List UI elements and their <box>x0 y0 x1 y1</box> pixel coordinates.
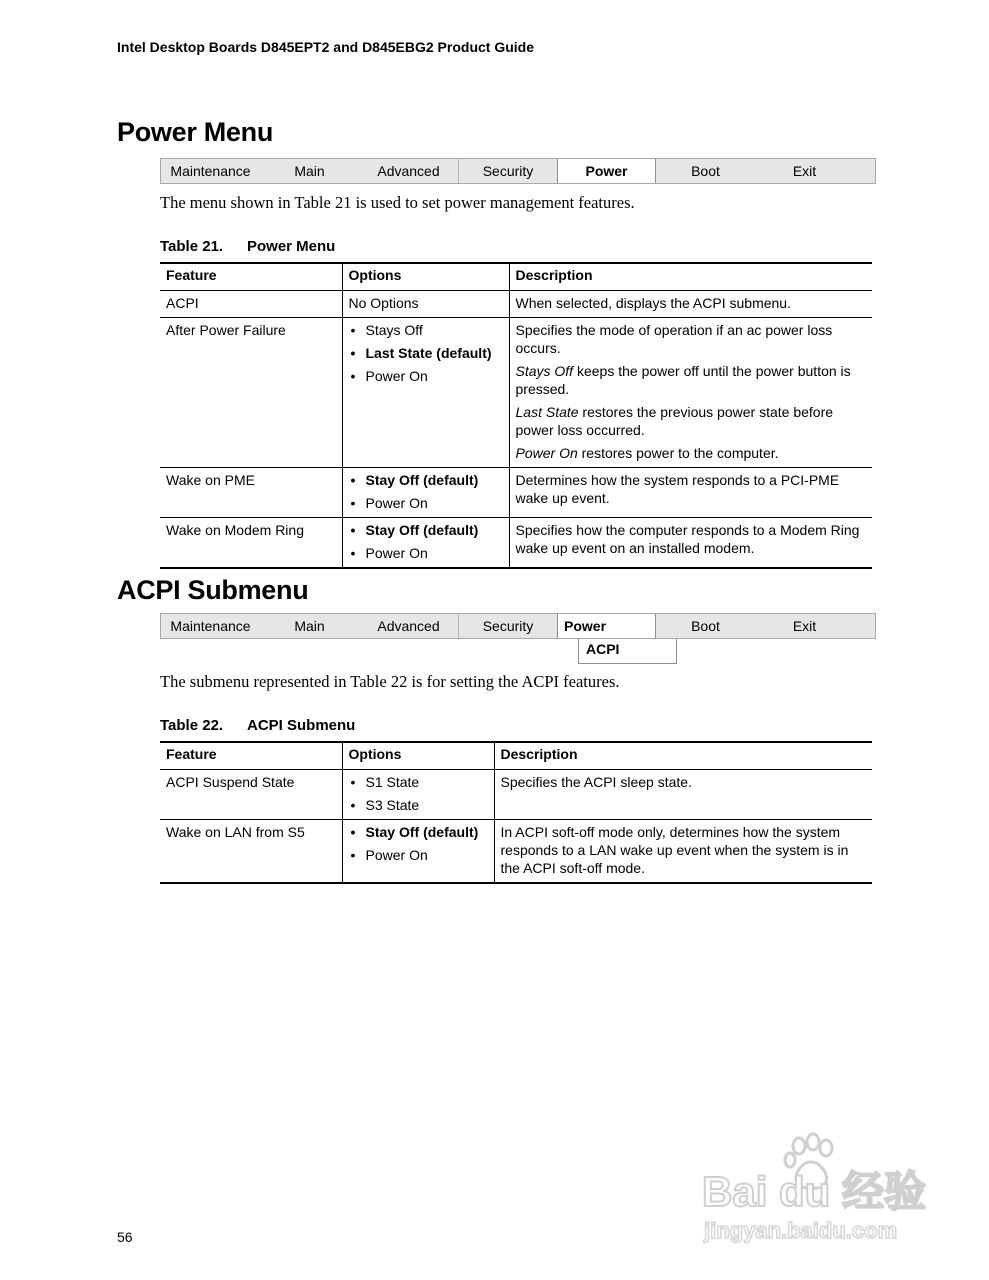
column-header-description: Description <box>494 742 872 770</box>
term-description: restores power to the computer. <box>577 445 779 461</box>
page-number: 56 <box>117 1229 133 1245</box>
watermark-url: jingyan.baidu.com <box>704 1218 898 1243</box>
table-22-title: ACPI Submenu <box>247 717 356 734</box>
description-text: Specifies the ACPI sleep state. <box>500 774 692 790</box>
feature-cell: Wake on Modem Ring <box>160 518 342 569</box>
column-header-description: Description <box>509 263 872 291</box>
term-description: restores the previous power state before power loss occurred. <box>515 404 834 438</box>
tab-maintenance[interactable]: Maintenance <box>170 618 251 634</box>
tab-main[interactable]: Main <box>294 618 325 634</box>
description-cell <box>494 770 872 820</box>
column-header-options: Options <box>342 742 494 770</box>
description-text: Specifies the mode of operation if an ac power loss occurs. <box>515 322 833 356</box>
table-21-title: Power Menu <box>247 238 336 255</box>
table-row <box>160 820 872 884</box>
option-item: • Power On <box>349 367 503 385</box>
option-item-default: • Stay Off (default) <box>349 521 503 539</box>
feature-cell: ACPI Suspend State <box>160 770 342 820</box>
term: Power On <box>515 445 578 461</box>
description-cell <box>509 318 872 468</box>
table-header-row <box>160 742 872 770</box>
table-row <box>160 318 872 468</box>
power-menu-table <box>160 262 872 569</box>
power-menu-bar <box>160 158 876 184</box>
option-item: • Power On <box>349 544 503 562</box>
baidu-watermark <box>700 1130 940 1250</box>
description-text: When selected, displays the ACPI submenu. <box>515 295 791 311</box>
acpi-submenu-intro: The submenu represented in Table 22 is for setting the ACPI features. <box>160 672 620 691</box>
options-cell <box>342 518 509 569</box>
description-text: In ACPI soft-off mode only, determines how the system responds to a LAN wake up event when the system is in the ACPI soft-off mode. <box>500 824 849 876</box>
description-cell <box>494 820 872 884</box>
running-header: Intel Desktop Boards D845EPT2 and D845EBG2 Product Guide <box>117 39 534 55</box>
acpi-menu-bar <box>160 613 876 639</box>
tab-exit[interactable]: Exit <box>792 618 817 634</box>
feature-cell: Wake on LAN from S5 <box>160 820 342 884</box>
description-term-paragraph <box>516 444 867 462</box>
option-item-default: • Last State (default) <box>349 344 503 362</box>
option-item: • Power On <box>349 494 503 512</box>
description-cell <box>509 291 872 318</box>
tab-maintenance[interactable]: Maintenance <box>170 163 251 179</box>
tab-security[interactable]: Security <box>458 614 557 638</box>
tab-main[interactable]: Main <box>294 163 325 179</box>
options-cell <box>342 770 494 820</box>
acpi-submenu-title: ACPI Submenu <box>117 575 309 605</box>
tab-boot[interactable]: Boot <box>691 618 720 634</box>
description-term-paragraph <box>516 403 867 439</box>
tab-security[interactable]: Security <box>458 159 557 183</box>
term: Last State <box>515 404 579 420</box>
tab-advanced[interactable]: Advanced <box>377 163 440 179</box>
table-22-caption <box>160 717 355 734</box>
options-cell <box>342 820 494 884</box>
description-term-paragraph <box>516 362 867 398</box>
feature-cell: After Power Failure <box>160 318 342 468</box>
table-header-row <box>160 263 872 291</box>
tab-power[interactable]: Power <box>557 614 656 638</box>
table-row <box>160 468 872 518</box>
column-header-feature: Feature <box>160 742 342 770</box>
tab-exit[interactable]: Exit <box>792 163 817 179</box>
option-item-default: • Stay Off (default) <box>349 471 503 489</box>
power-menu-intro: The menu shown in Table 21 is used to set power management features. <box>160 193 635 212</box>
tab-boot[interactable]: Boot <box>691 163 720 179</box>
feature-cell: Wake on PME <box>160 468 342 518</box>
description-text: Specifies how the computer responds to a Modem Ring wake up event on an installed modem. <box>515 522 860 556</box>
description-cell <box>509 518 872 569</box>
column-header-options: Options <box>342 263 509 291</box>
table-row <box>160 770 872 820</box>
option-item: • S3 State <box>349 796 488 814</box>
options-cell <box>342 468 509 518</box>
table-21-number: Table 21. <box>160 238 224 255</box>
acpi-submenu-table <box>160 741 872 884</box>
watermark-brand: Bai du 经验 <box>702 1168 927 1215</box>
option-item-default: • Stay Off (default) <box>349 823 488 841</box>
options-cell: No Options <box>342 291 509 318</box>
options-cell <box>342 318 509 468</box>
column-header-feature: Feature <box>160 263 342 291</box>
table-22-number: Table 22. <box>160 717 224 734</box>
table-row <box>160 518 872 569</box>
power-menu-title: Power Menu <box>117 117 274 147</box>
option-item: • S1 State <box>349 773 488 791</box>
submenu-item-acpi[interactable]: ACPI <box>578 639 677 664</box>
option-item: • Power On <box>349 846 488 864</box>
description-cell <box>509 468 872 518</box>
feature-cell: ACPI <box>160 291 342 318</box>
term: Stays Off <box>515 363 574 379</box>
option-item: • Stays Off <box>349 321 503 339</box>
description-text: Determines how the system responds to a PCI-PME wake up event. <box>515 472 840 506</box>
tab-advanced[interactable]: Advanced <box>377 618 440 634</box>
table-21-caption <box>160 238 335 255</box>
term-description: keeps the power off until the power button is pressed. <box>515 363 851 397</box>
tab-power[interactable]: Power <box>557 159 656 183</box>
table-row <box>160 291 872 318</box>
